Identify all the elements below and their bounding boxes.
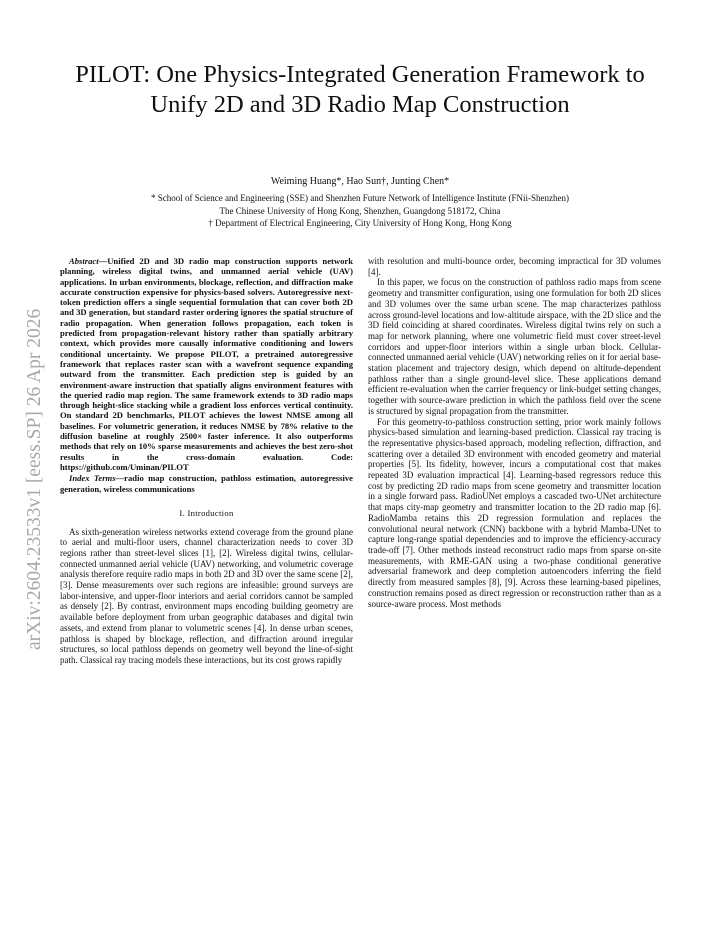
abstract xyxy=(60,256,353,472)
abstract-lead: Abstract xyxy=(69,256,99,266)
left-column xyxy=(60,256,353,666)
affiliation-line: * School of Science and Engineering (SSE) and Shenzhen Future Network of Intelligence Institute (FNii-Shenzhen) xyxy=(151,193,569,203)
index-terms-text: —radio map construction, pathloss estimation, autoregressive generation, wireless communications xyxy=(60,473,353,494)
index-terms-lead: Index Terms xyxy=(69,473,116,484)
arxiv-id-text: arXiv:2604.23533v1 [eess.SP] 26 Apr 2026 xyxy=(24,308,45,650)
arxiv-identifier xyxy=(20,250,50,650)
section-heading: I. Introduction xyxy=(179,507,234,518)
body-paragraph: For this geometry-to-pathloss construction setting, prior work mainly follows physics-based simulation and learning-based prediction. Classical ray tracing is the representative physics-based approach, modeling reflection, diffraction, and scattering over a detailed 3D environment with encoded geometry and material properties [5]. Its fidelity, however, incurs a computational cost that makes repeated 3D evaluation impractical [4]. Learning-based regressors reduce this cost by predicting 2D radio maps from scene geometry and transmitter location in a single forward pass. RadioUNet employs a cascaded two-UNet architecture that maps city-map geometry and transmitter location to the 2D radio map [6]. RadioMamba retains this 2D regression formulation and replaces the convolutional neural network (CNN) backbone with a hybrid Mamba-UNet to capture long-range spatial dependencies and to improve the efficiency-accuracy trade-off [7]. Other methods instead reconstruct radio maps from sparse on-site measurements, with RME-GAN using a two-phase conditional generative adversarial framework and deep completion autoencoders inferring the field directly from measured samples [8], [9]. Across these learning-based pipelines, construction remains posed as direct regression or reconstruction rather than as a source-aware process. Most methods xyxy=(368,416,661,609)
paper-title: PILOT: One Physics-Integrated Generation Framework to Unify 2D and 3D Radio Map Construction xyxy=(75,61,645,118)
affiliations xyxy=(40,192,680,230)
body-paragraph: with resolution and multi-bounce order, becoming impractical for 3D volumes [4]. xyxy=(368,256,661,277)
affiliation-line: The Chinese University of Hong Kong, Shenzhen, Guangdong 518172, China xyxy=(219,205,501,216)
body-paragraph: As sixth-generation wireless networks extend coverage from the ground plane to aerial and multi-floor users, channel characterization needs to cover 3D regions rather than street-level slices [1], [2]. Wireless digital twins, cellular-connected unmanned aerial vehicle (UAV) networking, and volumetric coverage analysis therefore require radio maps in both 2D and 3D over the same scene [2], [3]. Dense measurements over such regions are infeasible: ground surveys are labor-intensive, and upper-floor interiors and aerial corridors cannot be sampled as densely [2]. By contrast, environment maps encoding building geometry are available before deployment from urban geographic databases and digital twin assets, and extend from planar to volumetric scenes [4]. In dense urban scenes, pathloss is shaped by blockage, reflection, and diffraction around irregular structures, so local pathloss depends on geometry well beyond the line-of-sight path. Classical ray tracing models these interactions, but its cost grows rapidly xyxy=(60,526,353,665)
abstract-text: —Unified 2D and 3D radio map construction supports network planning, wireless digital twins, and unmanned aerial vehicle (UAV) applications. In urban environments, blockage, reflection, and diffraction make accurate construction expensive for physics-based solvers. Autoregressive next-token prediction offers a single sequential formulation that can cover both 2D and 3D generation, but standard raster ordering ignores the spatial structure of radio propagation. When generation follows propagation, each token is predicted from propagation-relevant history rather than spatially arbitrary context, which provides more causally informative conditioning and lowers conditional uncertainty. We propose PILOT, a pretrained autoregressive framework that replaces raster scan with a wavefront sequence expanding outward from the transmitter. Each prediction step is guided by an environment-aware instruction that spatially aligns environment features with the queried radio map region. The same framework extends to 3D radio maps through height-slice stacking while a gradient loss enforces vertical continuity. On standard 2D benchmarks, PILOT achieves the lowest NMSE among all baselines. For volumetric generation, it reduces NMSE by 78% relative to the diffusion baseline at roughly 2500× faster inference. It also outperforms methods that rely on 10% sparse measurements and achieves the best zero-shot results in the cross-domain evaluation. Code: https://github.com/Uminan/PILOT xyxy=(60,256,353,472)
affiliation-line: † Department of Electrical Engineering, City University of Hong Kong, Hong Kong xyxy=(208,218,512,228)
right-column xyxy=(368,256,661,609)
body-paragraph: In this paper, we focus on the construction of pathloss radio maps from scene geometry and transmitter configuration, using one formulation for both 2D slices and 3D volumes over the same urban scene. The map characterizes pathloss across ground-level locations and low-altitude airspace, with the 2D slice and the 3D field coinciding at shared coordinates. Wireless digital twins rely on such a map for network planning, where one volumetric field must cover street-level corridors and upper-floor interiors within a single urban block. Cellular-connected unmanned aerial vehicle (UAV) networking relies on it for aerial base-station placement and trajectory design, which depend on altitude-dependent pathloss rather than a single ground-level slice. These applications demand efficient re-evaluation when the carrier frequency or link-budget setting changes, together with source-aware prediction in which the pathloss field over the scene is structured by signal propagation from the transmitter. xyxy=(368,277,661,416)
paper-authors: Weiming Huang*, Hao Sun†, Junting Chen* xyxy=(270,176,450,187)
index-terms xyxy=(60,473,353,494)
